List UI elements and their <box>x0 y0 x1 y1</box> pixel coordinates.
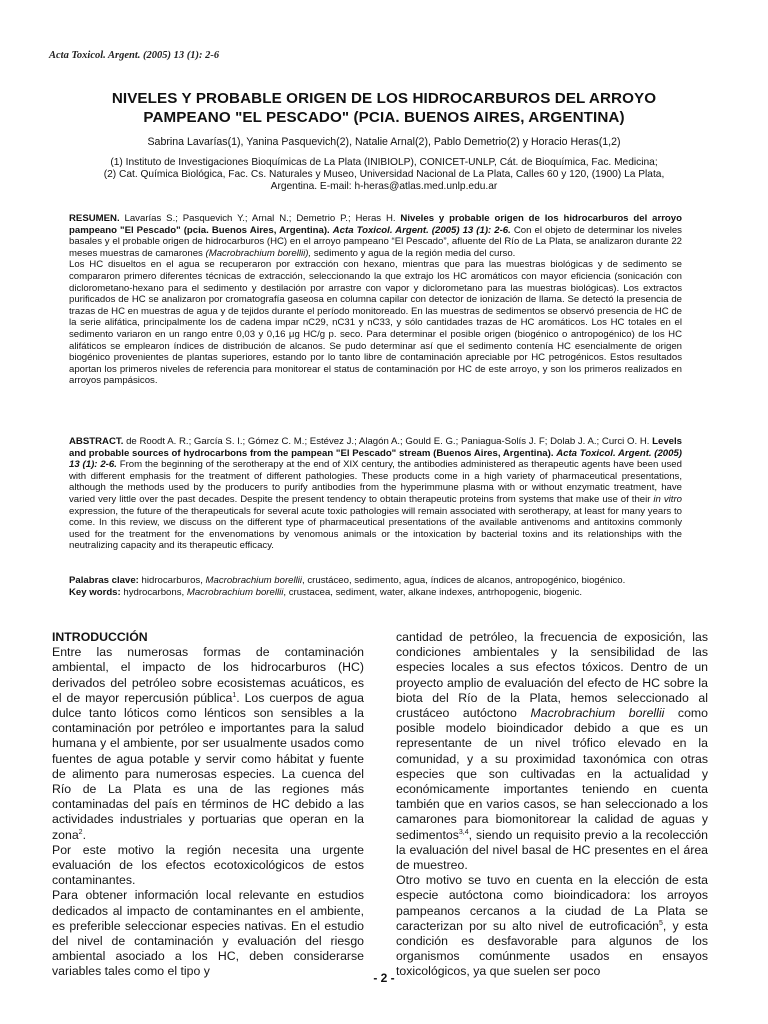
intro-paragraph-1 <box>52 645 364 843</box>
keywords-es-species: Macrobrachium borellii <box>205 575 303 586</box>
reference-superscript: 2 <box>78 828 83 836</box>
keywords-section <box>69 575 682 598</box>
abstract-authors: de Roodt A. R.; García S. I.; Gómez C. M.; Estévez J.; Alagón A.; Gould E. G.; Paniagua-Solís J. F; Dolab J. A.; Curci O. H. <box>123 436 653 447</box>
intro-paragraph-3: Para obtener información local relevante en estudios dedicados al impacto de contaminantes en el ambiente, es preferible seleccionar especies nativas. En el estudio del nivel de contaminación y evaluación del riesgo ambiental asociado a los HC, deben considerarse variables tales como el tipo y <box>52 888 364 979</box>
abstract-label: ABSTRACT. <box>69 436 124 447</box>
intro-p4-text-c: , siendo un requisito previo a la recolección la evaluación del nivel basal de HC presentes en el área de muestreo. <box>396 827 708 873</box>
keywords-en-pre: hydrocarbons, <box>120 586 187 598</box>
resumen-paragraph-1 <box>69 213 682 259</box>
section-heading-introduccion: INTRODUCCIÓN <box>52 630 148 644</box>
abstract-paragraph <box>69 436 682 552</box>
intro-paragraph-2: Por este motivo la región necesita una urgente evaluación de los efectos ecotoxicológicos de estos contaminantes. <box>52 842 364 888</box>
intro-p4-text-b: como posible modelo bioindicador debido a que es un representante de un nivel trófico elevado en la comunidad, y a su proximidad taxonómica con otras especies que son cultivadas en la actualidad y económicamente importantes teniendo en cuenta también que en varios casos, se han seleccionado a los camarones para biomonitorear la calidad de aguas y sedimentos <box>396 706 708 842</box>
intro-p1-text-c: . <box>82 827 86 842</box>
resumen-title: Niveles y probable origen de los hidrocarburos del arroyo pampeano "El Pescado" (pcia. Buenos Aires, Argentina). <box>69 213 682 236</box>
affiliation-line-1: (1) Instituto de Investigaciones Bioquímicas de La Plata (INIBIOLP), CONICET-UNLP, Cát. de Bioquímica, Fac. Medicina; <box>110 157 658 168</box>
intro-species: Macrobrachium borellii <box>530 706 665 721</box>
journal-header: Acta Toxicol. Argent. (2005) 13 (1): 2-6 <box>49 50 220 61</box>
abstract-title: Levels and probable sources of hydrocarbons from the pampean "El Pescado" stream (Buenos Aires, Argentina). <box>69 436 682 459</box>
keywords-en <box>69 587 682 599</box>
intro-p4-text-a: cantidad de petróleo, la frecuencia de exposición, las condiciones ambientales y la sensibilidad de las especies locales a sus efectos tóxicos. Dentro de un proyecto amplio de evaluación del efecto de HC sobre la biota del Río de la Plata, hemos seleccionado al crustáceo autóctono <box>396 630 708 721</box>
keywords-en-label: Key words: <box>69 586 121 598</box>
affiliations <box>60 157 708 194</box>
article-title <box>60 89 708 127</box>
keywords-en-post: , crustacea, sediment, water, alkane indexes, antrhopogenic, biogenic. <box>283 586 583 598</box>
author-list: Sabrina Lavarías(1), Yanina Pasquevich(2), Natalie Arnal(2), Pablo Demetrio(2) y Horacio Heras(1,2) <box>147 136 621 148</box>
intro-paragraph-4 <box>396 630 708 873</box>
resumen-paragraph-2: Los HC disueltos en el agua se recuperaron por extracción con hexano, mientras que para las muestras biológicas y de sedimento se compararon primero diferentes técnicas de extracción, seleccionando la que extrajo los HC aromáticos con mayor eficiencia (sonicación con diclorometano-hexano para el sedimento y destilación por arrastre con vapor y diclorometano para las muestras biológicas). Los extractos purificados de HC se analizaron por cromatografía gaseosa en columna capilar con detector de ionización de llama. Se detectó la presencia de trazas de HC en muestras de agua y de tejidos durante el período monitoreado. En las muestras de sedimentos se observó presencia de HC de la serie alifática, principalmente los de cadena impar nC29, nC31 y nC33, y sólo cantidades trazas de HC aromáticos. Los HC totales en el sedimento variaron en un rango entre 0,03 y 0,16 μg HC/g p. seco. Para determinar el posible origen (biogénico o antropogénico) de los HC alifáticos se emplearon índices de distribución de alcanos. Se pudo determinar así que el sedimento contenía HC esencialmente de origen biogénico provenientes de plantas superiores, estando por lo tanto libre de contaminación apreciable por HC petrogénicos. Estos resultados aportan los primeros niveles de referencia para monitorear el status de contaminación por HC de este arroyo, y son los primeros realizados en arroyos pampásicos. <box>69 259 682 387</box>
abstract-in-vitro: in vitro <box>653 493 682 505</box>
keywords-es <box>69 575 682 587</box>
affiliation-line-3: Argentina. E-mail: h-heras@atlas.med.unlp.edu.ar <box>270 181 498 193</box>
affiliation-line-2: (2) Cat. Química Biológica, Fac. Cs. Naturales y Museo, Universidad Nacional de La Plata, Calles 60 y 120, (1900) La Plata, <box>103 169 665 181</box>
resumen-label: RESUMEN. <box>69 213 120 224</box>
title-line-1: NIVELES Y PROBABLE ORIGEN DE LOS HIDROCARBUROS DEL ARROYO <box>111 90 657 107</box>
reference-superscript: 3,4 <box>458 828 469 836</box>
intro-p5-text-b: , y esta condición es desfavorable para algunos de los organismos comúnmente usados en ensayos toxicológicos, ya que suelen ser poco <box>396 918 708 979</box>
title-line-2: PAMPEANO "EL PESCADO" (PCIA. BUENOS AIRES, ARGENTINA) <box>143 109 625 126</box>
body-column-left <box>52 630 364 980</box>
keywords-es-pre: hidrocarburos, <box>138 575 206 586</box>
resumen-text-1: Con el objeto de determinar los niveles basales y el probable origen de hidrocarburos (HC) en el arroyo pampeano “El Pescado”, afluente del Río de La Plata, se analizaron durante 22 meses muestras de camarones <box>69 224 682 259</box>
reference-superscript: 5 <box>659 919 663 927</box>
abstract-citation: Acta Toxicol. Argent. (2005) 13 (1): 2-6. <box>69 447 682 471</box>
intro-p1-text-b: . Los cuerpos de agua dulce tanto lóticos como lénticos son sensibles a la contaminación por petróleo e importantes para la salud humana y el ambiente, por ser usualmente usados como fuentes de agua potable y servir como hábitat y fuente de alimento para numerosas especies. La cuenca del Río de La Plata es una de las regiones más contaminadas del país en términos de HC debido a las actividades industriales y portuarias que operan en la zona <box>52 690 364 842</box>
body-column-right <box>396 630 708 980</box>
page-number: - 2 - <box>373 971 395 985</box>
resumen-text-2: sedimento y agua de la región media del curso. <box>311 247 516 259</box>
intro-p5-text-a: Otro motivo se tuvo en cuenta en la elección de esta especie autóctona como bioindicadora: los arroyos pampeanos cercanos a la ciudad de La Plata se caracterizan por su alto nivel de eutroficación <box>396 873 708 933</box>
resumen-species: (Macrobrachium borellii), <box>205 247 312 259</box>
resumen-authors: Lavarías S.; Pasquevich Y.; Arnal N.; Demetrio P.; Heras H. <box>119 213 401 224</box>
abstract-text-1: From the beginning of the serotherapy at the end of XIX century, the antibodies administered as therapeutic agents have been used with different emphasis for the treatment of different pathologies. These products come in a high variety of pharmaceutical presentations, although the methods used by the producers to purify antibodies from the hyperimmune plasma with or without enzymatic treatment, have varied very little over the past decades. Despite the present tendency to obtain therapeutic proteins from systems that make use of their <box>69 459 682 505</box>
keywords-es-label: Palabras clave: <box>69 575 139 586</box>
abstract-text-2: expression, the future of the therapeuticals for several acute toxic pathologies will remain associated with serotherapy, at least for many years to come. In this review, we discuss on the different type of pharmaceutical presentations of the available antivenoms and antitoxins commonly used for the treatment for the envenomations by venomous animals or the intoxication by bacterial toxins and its relationships with the neutralizing capacity and its therapeutic efficacy. <box>69 505 682 552</box>
resumen-section <box>69 213 682 387</box>
reference-superscript: 1 <box>232 691 237 699</box>
abstract-section <box>69 436 682 552</box>
intro-paragraph-5 <box>396 873 708 979</box>
resumen-citation: Acta Toxicol. Argent. (2005) 13 (1): 2-6. <box>332 224 511 236</box>
keywords-en-species: Macrobrachium borellii <box>186 586 284 598</box>
keywords-es-post: , crustáceo, sedimento, agua, índices de alcanos, antropogénico, biogénico. <box>302 575 626 586</box>
intro-p1-text-a: Entre las numerosas formas de contaminación ambiental, el impacto de los hidrocarburos (HC) derivados del petróleo sobre ecosistemas acuáticos, es el de mayor repercusión pública <box>52 645 364 705</box>
